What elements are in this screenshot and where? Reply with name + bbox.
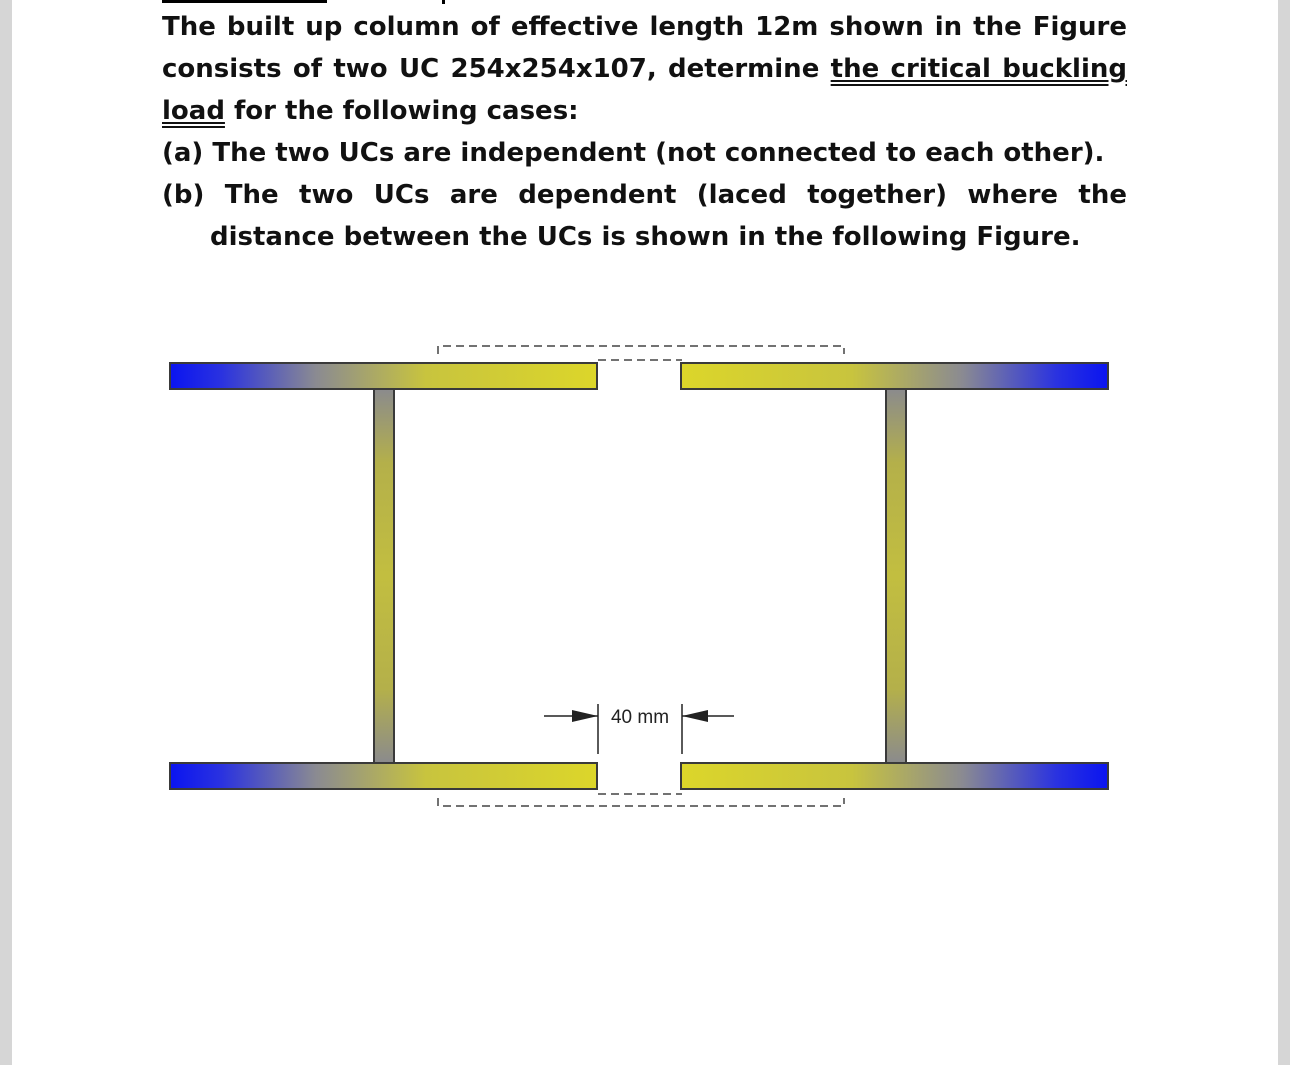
dimension-arrow-left bbox=[572, 710, 598, 722]
left-uc-web bbox=[374, 388, 394, 764]
question-text bbox=[162, 6, 1127, 258]
left-uc-bottom-flange bbox=[170, 763, 597, 789]
intro-text-end: for the following cases: bbox=[224, 96, 579, 126]
dimension-arrow-right bbox=[682, 710, 708, 722]
critical-buckling-load-emphasis: the critical buckling load bbox=[162, 54, 1127, 126]
dashed-batten-bottom bbox=[438, 798, 844, 806]
right-uc-top-flange bbox=[681, 363, 1108, 389]
left-uc-section bbox=[170, 363, 597, 789]
top-tick-fragment bbox=[442, 0, 445, 4]
right-uc-section bbox=[681, 363, 1108, 789]
document-page bbox=[12, 0, 1278, 1065]
intro-text: The built up column of effective length 12m shown in the Figure consists of two UC 254x254x107, determine bbox=[162, 12, 1127, 84]
right-uc-web bbox=[886, 388, 906, 764]
gap-dimension bbox=[544, 704, 734, 754]
left-uc-top-flange bbox=[170, 363, 597, 389]
gap-dimension-label: 40 mm bbox=[610, 707, 670, 728]
built-up-column-figure bbox=[12, 330, 1278, 830]
case-a: (a) The two UCs are independent (not connected to each other). bbox=[162, 138, 1105, 168]
case-b: (b) The two UCs are dependent (laced together) where the distance between the UCs is shown in the following Figure. bbox=[162, 180, 1127, 252]
top-rule-fragment bbox=[162, 0, 327, 3]
question-intro bbox=[162, 6, 1127, 132]
right-uc-bottom-flange bbox=[681, 763, 1108, 789]
dashed-batten-top bbox=[438, 346, 844, 354]
